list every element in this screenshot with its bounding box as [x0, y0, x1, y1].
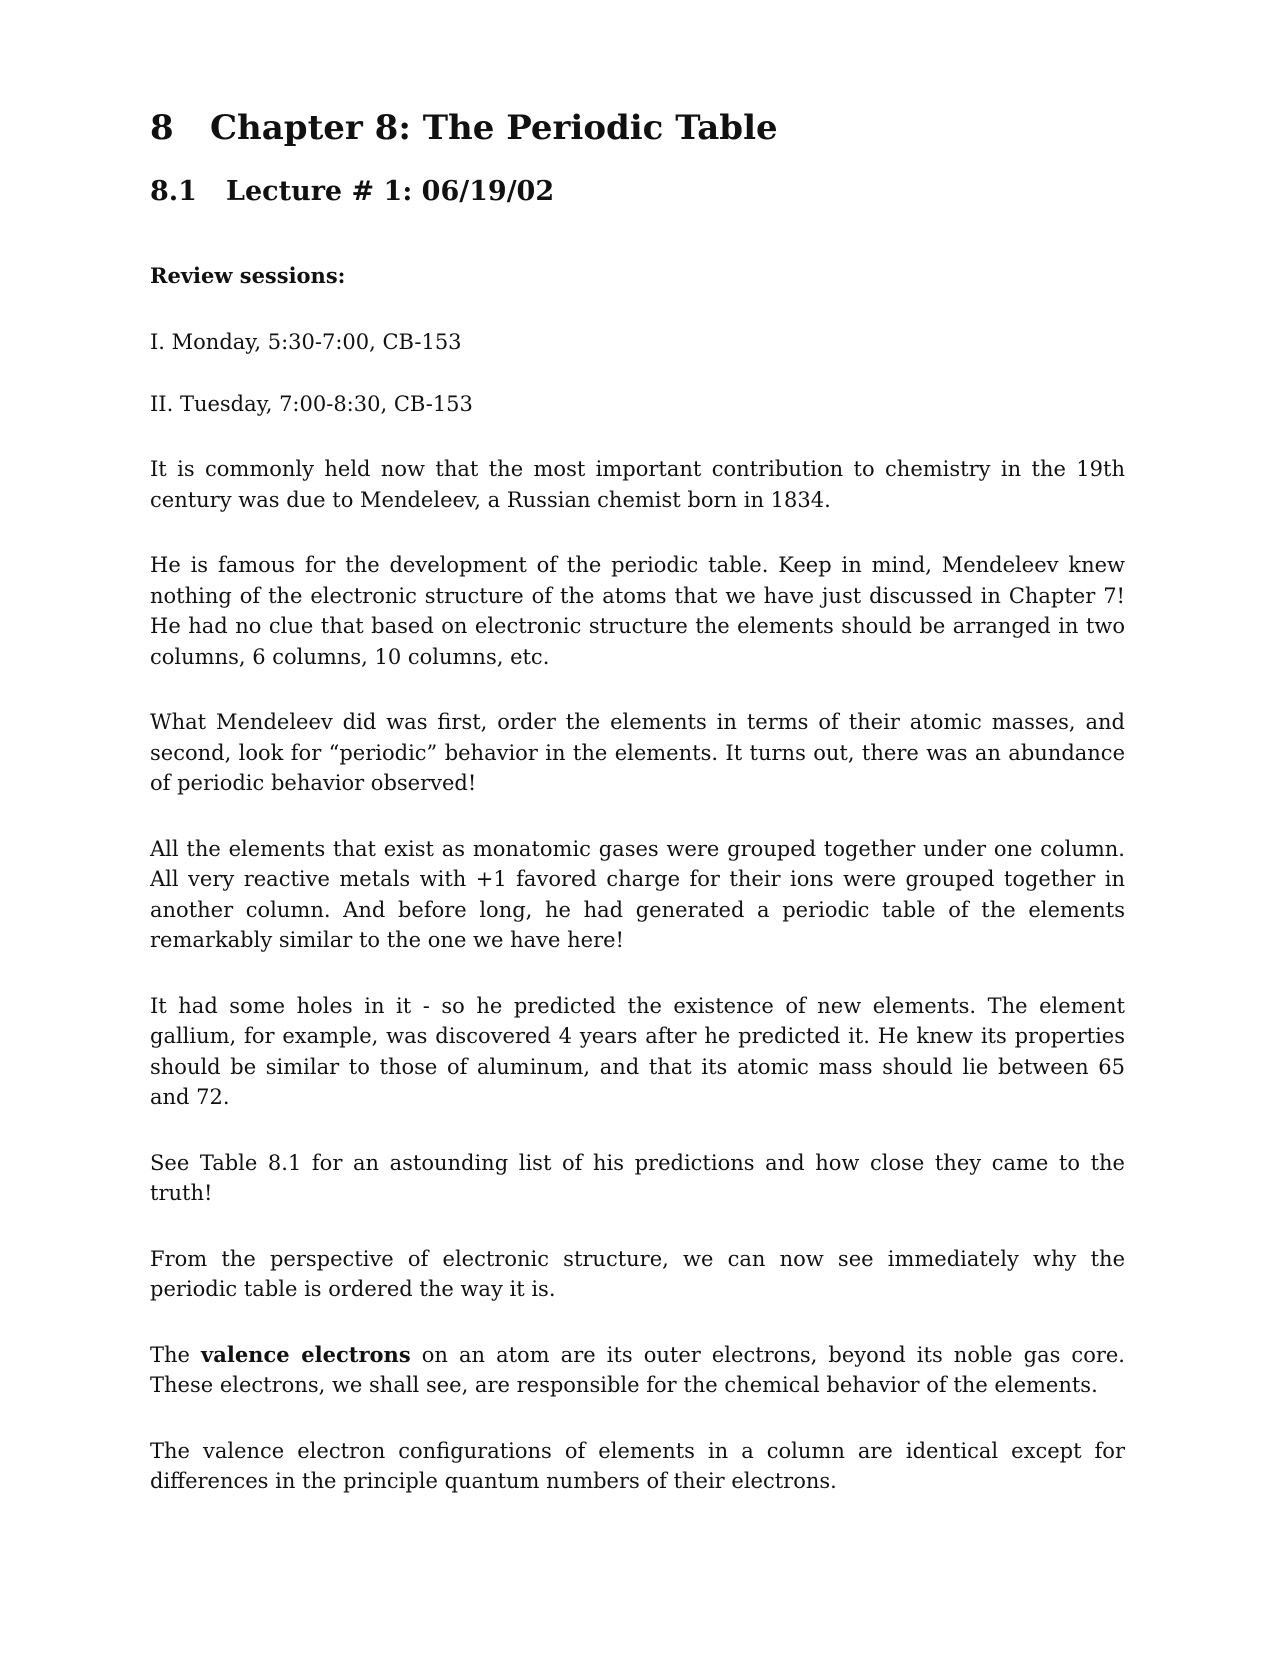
paragraph-table-reference: See Table 8.1 for an astounding list of his predictions and how close they came to the truth!: [150, 1150, 1125, 1205]
valence-text-before: The: [150, 1342, 202, 1367]
chapter-number: 8: [150, 108, 174, 148]
valence-text-after: on an atom are its outer electrons, beyond its noble gas core. These electrons, we shall see, are responsible for the chemical behavior of the elements.: [150, 1342, 1125, 1397]
section-heading: [150, 176, 1125, 207]
paragraph-valence-configurations: The valence electron configurations of elements in a column are identical except for differences in the principle quantum numbers of their electrons.: [150, 1438, 1125, 1493]
section-title: Lecture # 1: 06/19/02: [226, 176, 555, 207]
paragraph-periodic-table-development: He is famous for the development of the periodic table. Keep in mind, Mendeleev knew nothing of the electronic structure of the atoms that we have just discussed in Chapter 7! He had no clue that based on electronic structure the elements should be arranged in two columns, 6 columns, 10 columns, etc.: [150, 553, 1125, 669]
review-session-2: II. Tuesday, 7:00-8:30, CB-153: [150, 392, 473, 416]
document-page: [150, 108, 1125, 1532]
paragraph-valence-electrons: [150, 1340, 1125, 1401]
chapter-heading: [150, 108, 1125, 148]
paragraph-predictions-gallium: It had some holes in it - so he predicted the existence of new elements. The element gallium, for example, was discovered 4 years after he predicted it. He knew its properties should be similar to those of aluminum, and that its atomic mass should lie between 65 and 72.: [150, 993, 1125, 1109]
paragraph-mendeleev-intro: It is commonly held now that the most important contribution to chemistry in the 19th century was due to Mendeleev, a Russian chemist born in 1834.: [150, 457, 1125, 512]
section-number: 8.1: [150, 176, 197, 207]
valence-electrons-term: valence electrons: [201, 1341, 411, 1367]
review-session-1: I. Monday, 5:30-7:00, CB-153: [150, 330, 462, 354]
paragraph-electronic-structure: From the perspective of electronic structure, we can now see immediately why the periodic table is ordered the way it is.: [150, 1246, 1125, 1301]
paragraph-column-grouping: All the elements that exist as monatomic gases were grouped together under one column. All very reactive metals with +1 favored charge for their ions were grouped together in another column. And before long, he had generated a periodic table of the elements remarkably similar to the one we have here!: [150, 836, 1125, 952]
review-sessions-heading: Review sessions:: [150, 263, 346, 288]
paragraph-atomic-mass-ordering: What Mendeleev did was first, order the elements in terms of their atomic masses, and second, look for “periodic” behavior in the elements. It turns out, there was an abundance of periodic behavior observed!: [150, 710, 1125, 795]
chapter-title: Chapter 8: The Periodic Table: [210, 108, 778, 148]
